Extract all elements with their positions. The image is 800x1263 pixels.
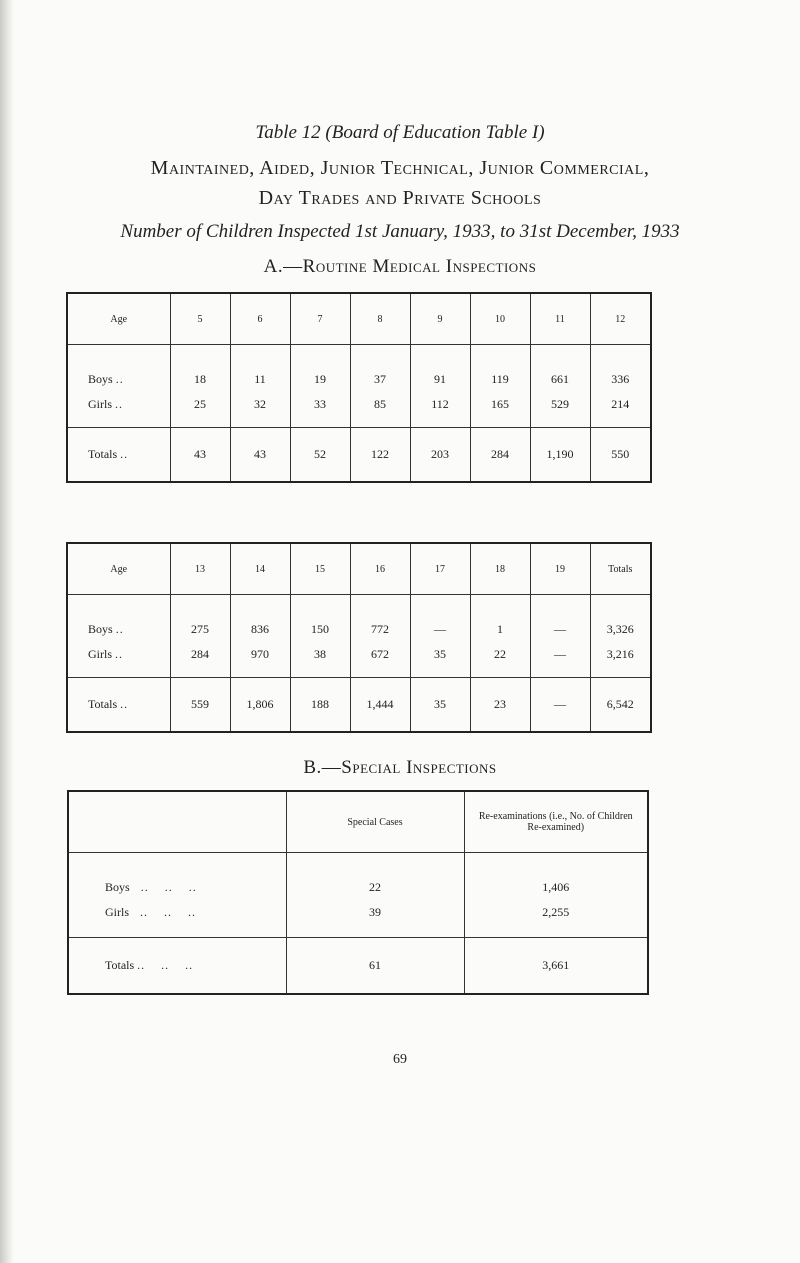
cell: 61 bbox=[286, 938, 464, 995]
column-header-re-examinations: Re-examinations (i.e., No. of Children Re-examined) bbox=[464, 791, 648, 853]
table-reference: Table 12 (Board of Education Table I) bbox=[255, 122, 545, 143]
cell: 3,326 bbox=[590, 595, 651, 640]
cell: 3,661 bbox=[464, 938, 648, 995]
cell: 836 bbox=[230, 595, 290, 640]
cell: — bbox=[530, 678, 590, 733]
cell: 22 bbox=[286, 853, 464, 898]
table-row-boys: Boys .. 18 11 19 37 91 119 661 336 bbox=[67, 345, 651, 390]
age-col: 18 bbox=[470, 543, 530, 595]
cell: 122 bbox=[350, 428, 410, 483]
cell: 150 bbox=[290, 595, 350, 640]
cell: 1,190 bbox=[530, 428, 590, 483]
age-col: 6 bbox=[230, 293, 290, 345]
cell: 559 bbox=[170, 678, 230, 733]
page-number: 69 bbox=[393, 1052, 407, 1067]
table-row-girls: Girls .. .. .. 39 2,255 bbox=[68, 897, 648, 927]
cell: 672 bbox=[350, 639, 410, 669]
table-row-totals: Totals .. 43 43 52 122 203 284 1,190 550 bbox=[67, 428, 651, 483]
row-label: Boys bbox=[105, 880, 130, 894]
cell: 661 bbox=[530, 345, 590, 390]
cell: 33 bbox=[290, 389, 350, 419]
row-label: Totals bbox=[88, 697, 118, 711]
row-label: Girls bbox=[105, 904, 129, 919]
special-inspections-table bbox=[67, 790, 649, 995]
period-heading: Number of Children Inspected 1st January, 1933, to 31st December, 1933 bbox=[120, 221, 680, 242]
cell: 38 bbox=[290, 639, 350, 669]
cell: 1,806 bbox=[230, 678, 290, 733]
cell: — bbox=[530, 639, 590, 669]
cell: 23 bbox=[470, 678, 530, 733]
age-col: 7 bbox=[290, 293, 350, 345]
table-row-totals: Totals .. 559 1,806 188 1,444 35 23 — 6,542 bbox=[67, 678, 651, 733]
cell: 772 bbox=[350, 595, 410, 640]
cell: 43 bbox=[170, 428, 230, 483]
cell: 203 bbox=[410, 428, 470, 483]
cell: — bbox=[410, 595, 470, 640]
cell: 22 bbox=[470, 639, 530, 669]
cell: — bbox=[530, 595, 590, 640]
table-row-boys: Boys .. 275 836 150 772 — 1 — 3,326 bbox=[67, 595, 651, 640]
cell: 970 bbox=[230, 639, 290, 669]
row-label: Girls bbox=[88, 396, 112, 411]
row-label: Totals bbox=[88, 447, 118, 461]
cell: 284 bbox=[470, 428, 530, 483]
cell: 275 bbox=[170, 595, 230, 640]
cell: 529 bbox=[530, 389, 590, 419]
age-col: 12 bbox=[590, 293, 651, 345]
schools-heading-line2: Day Trades and Private Schools bbox=[258, 187, 542, 209]
cell: 25 bbox=[170, 389, 230, 419]
age-col: 14 bbox=[230, 543, 290, 595]
table-row-boys: Boys .. .. .. 22 1,406 bbox=[68, 853, 648, 898]
cell: 39 bbox=[286, 897, 464, 927]
cell: 52 bbox=[290, 428, 350, 483]
column-header-special-cases: Special Cases bbox=[286, 791, 464, 853]
age-col: 5 bbox=[170, 293, 230, 345]
cell: 214 bbox=[590, 389, 651, 419]
age-col: 16 bbox=[350, 543, 410, 595]
row-label: Totals bbox=[105, 958, 135, 972]
table-row-girls: Girls .. 284 970 38 672 35 22 — 3,216 bbox=[67, 639, 651, 669]
age-col: 8 bbox=[350, 293, 410, 345]
row-label: Boys bbox=[88, 372, 113, 386]
cell: 91 bbox=[410, 345, 470, 390]
cell: 1 bbox=[470, 595, 530, 640]
cell: 119 bbox=[470, 345, 530, 390]
header-row bbox=[67, 543, 651, 595]
age-col: 19 bbox=[530, 543, 590, 595]
age-col: 11 bbox=[530, 293, 590, 345]
cell: 336 bbox=[590, 345, 651, 390]
header-row bbox=[68, 791, 648, 853]
routine-inspections-table-ages-13-19 bbox=[66, 542, 652, 733]
cell: 11 bbox=[230, 345, 290, 390]
header-row bbox=[67, 293, 651, 345]
cell: 112 bbox=[410, 389, 470, 419]
age-col: 10 bbox=[470, 293, 530, 345]
cell: 188 bbox=[290, 678, 350, 733]
row-label: Boys bbox=[88, 622, 113, 636]
cell: 37 bbox=[350, 345, 410, 390]
cell: 550 bbox=[590, 428, 651, 483]
section-a-title: A.—Routine Medical Inspections bbox=[263, 256, 537, 277]
section-b-title: B.—Special Inspections bbox=[303, 757, 497, 778]
age-col: 9 bbox=[410, 293, 470, 345]
row-label: Girls bbox=[88, 646, 112, 661]
age-label: Age bbox=[67, 293, 170, 345]
cell: 32 bbox=[230, 389, 290, 419]
table-row-totals: Totals .. .. .. 61 3,661 bbox=[68, 938, 648, 995]
cell: 3,216 bbox=[590, 639, 651, 669]
cell: 6,542 bbox=[590, 678, 651, 733]
age-col: Totals bbox=[590, 543, 651, 595]
cell: 85 bbox=[350, 389, 410, 419]
age-col: 17 bbox=[410, 543, 470, 595]
age-col: 15 bbox=[290, 543, 350, 595]
age-col: 13 bbox=[170, 543, 230, 595]
age-label: Age bbox=[67, 543, 170, 595]
cell: 43 bbox=[230, 428, 290, 483]
cell: 1,406 bbox=[464, 853, 648, 898]
cell: 19 bbox=[290, 345, 350, 390]
cell: 1,444 bbox=[350, 678, 410, 733]
routine-inspections-table-ages-5-12 bbox=[66, 292, 652, 483]
table-row-girls: Girls .. 25 32 33 85 112 165 529 214 bbox=[67, 389, 651, 419]
cell: 284 bbox=[170, 639, 230, 669]
cell: 35 bbox=[410, 639, 470, 669]
cell: 2,255 bbox=[464, 897, 648, 927]
cell: 35 bbox=[410, 678, 470, 733]
cell: 165 bbox=[470, 389, 530, 419]
schools-heading-line1: Maintained, Aided, Junior Technical, Junior Commercial, bbox=[150, 157, 650, 179]
cell: 18 bbox=[170, 345, 230, 390]
